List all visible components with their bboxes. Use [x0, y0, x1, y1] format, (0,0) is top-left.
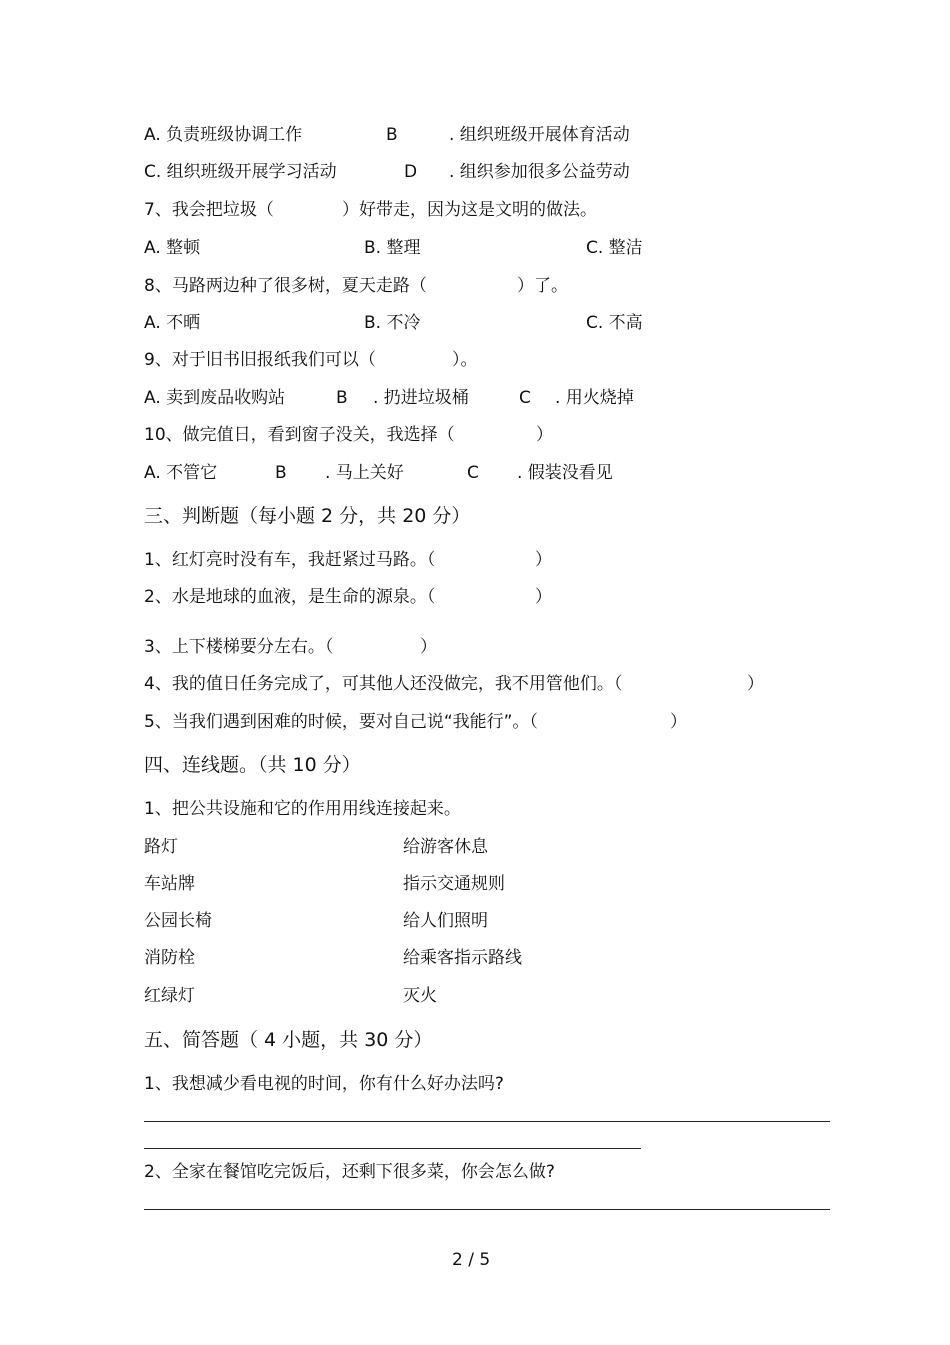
match-left-item: 路灯: [144, 837, 178, 857]
q7-stem-after: ）好带走，因为这是文明的做法。: [342, 200, 597, 220]
q9-option-c-letter: C: [519, 388, 531, 408]
q10-option-c-text: . 假装没看见: [517, 463, 613, 483]
match-right-item: 给乘客指示路线: [403, 948, 522, 968]
q8-stem-after: ）了。: [517, 276, 568, 296]
answer-line: [144, 1209, 830, 1210]
q10-stem-after: ）: [536, 425, 553, 445]
q9-stem-after: ）。: [452, 350, 478, 370]
match-left-item: 消防栓: [144, 948, 195, 968]
q10-option-c-letter: C: [467, 463, 479, 483]
q10-option-b-letter: B: [275, 463, 287, 483]
section4-instruction: 1、把公共设施和它的作用用线连接起来。: [144, 799, 461, 819]
section3-item-5-close: ）: [670, 712, 687, 732]
section3-item-3-close: ）: [420, 637, 437, 657]
q10-option-a: A. 不管它: [144, 463, 218, 483]
q7-stem-before: 7、我会把垃圾（: [144, 200, 274, 220]
q9-option-a: A. 卖到废品收购站: [144, 388, 286, 408]
q7-option-a: A. 整顿: [144, 238, 201, 258]
section5-question-2: 2、全家在餐馆吃完饭后，还剩下很多菜，你会怎么做?: [144, 1162, 555, 1182]
q6-option-b-text: . 组织班级开展体育活动: [449, 125, 630, 145]
match-right-item: 给游客休息: [403, 837, 488, 857]
section3-item-4-close: ）: [747, 674, 764, 694]
answer-line: [144, 1148, 641, 1149]
q8-stem-before: 8、马路两边种了很多树，夏天走路（: [144, 276, 427, 296]
q6-option-d-text: . 组织参加很多公益劳动: [449, 162, 630, 182]
answer-line: [144, 1121, 830, 1122]
q6-option-a: A. 负责班级协调工作: [144, 125, 303, 145]
section4-title: 四、连线题。（共 10 分）: [144, 754, 361, 776]
q6-option-d-letter: D: [404, 162, 418, 182]
q8-option-b: B. 不冷: [364, 313, 421, 333]
section3-item-5: 5、当我们遇到困难的时候，要对自己说“我能行”。（: [144, 712, 538, 732]
q9-stem-before: 9、对于旧书旧报纸我们可以（: [144, 350, 376, 370]
match-right-item: 指示交通规则: [403, 874, 505, 894]
page-number: 2 / 5: [452, 1250, 491, 1270]
match-right-item: 灭火: [403, 986, 437, 1006]
match-left-item: 红绿灯: [144, 986, 195, 1006]
section3-item-2: 2、水是地球的血液，是生命的源泉。（: [144, 587, 436, 607]
section3-title: 三、判断题（每小题 2 分，共 20 分）: [144, 505, 471, 527]
match-left-item: 车站牌: [144, 874, 195, 894]
q6-option-b-letter: B: [386, 125, 398, 145]
section3-item-1-close: ）: [535, 550, 552, 570]
q10-option-b-text: . 马上关好: [325, 463, 404, 483]
q9-option-b-letter: B: [336, 388, 348, 408]
match-right-item: 给人们照明: [403, 911, 488, 931]
q6-option-c: C. 组织班级开展学习活动: [144, 162, 337, 182]
q7-option-b: B. 整理: [364, 238, 421, 258]
q8-option-c: C. 不高: [586, 313, 643, 333]
q10-stem-before: 10、做完值日，看到窗子没关，我选择（: [144, 425, 455, 445]
q8-option-a: A. 不晒: [144, 313, 201, 333]
section5-question-1: 1、我想减少看电视的时间，你有什么好办法吗?: [144, 1074, 504, 1094]
section3-item-1: 1、红灯亮时没有车，我赶紧过马路。（: [144, 550, 436, 570]
match-left-item: 公园长椅: [144, 911, 212, 931]
section5-title: 五、简答题（ 4 小题，共 30 分）: [144, 1029, 433, 1051]
section3-item-2-close: ）: [535, 587, 552, 607]
q9-option-c-text: . 用火烧掉: [555, 388, 634, 408]
section3-item-4: 4、我的值日任务完成了，可其他人还没做完，我不用管他们。（: [144, 674, 623, 694]
q9-option-b-text: . 扔进垃圾桶: [373, 388, 469, 408]
section3-item-3: 3、上下楼梯要分左右。（: [144, 637, 334, 657]
q7-option-c: C. 整洁: [586, 238, 643, 258]
